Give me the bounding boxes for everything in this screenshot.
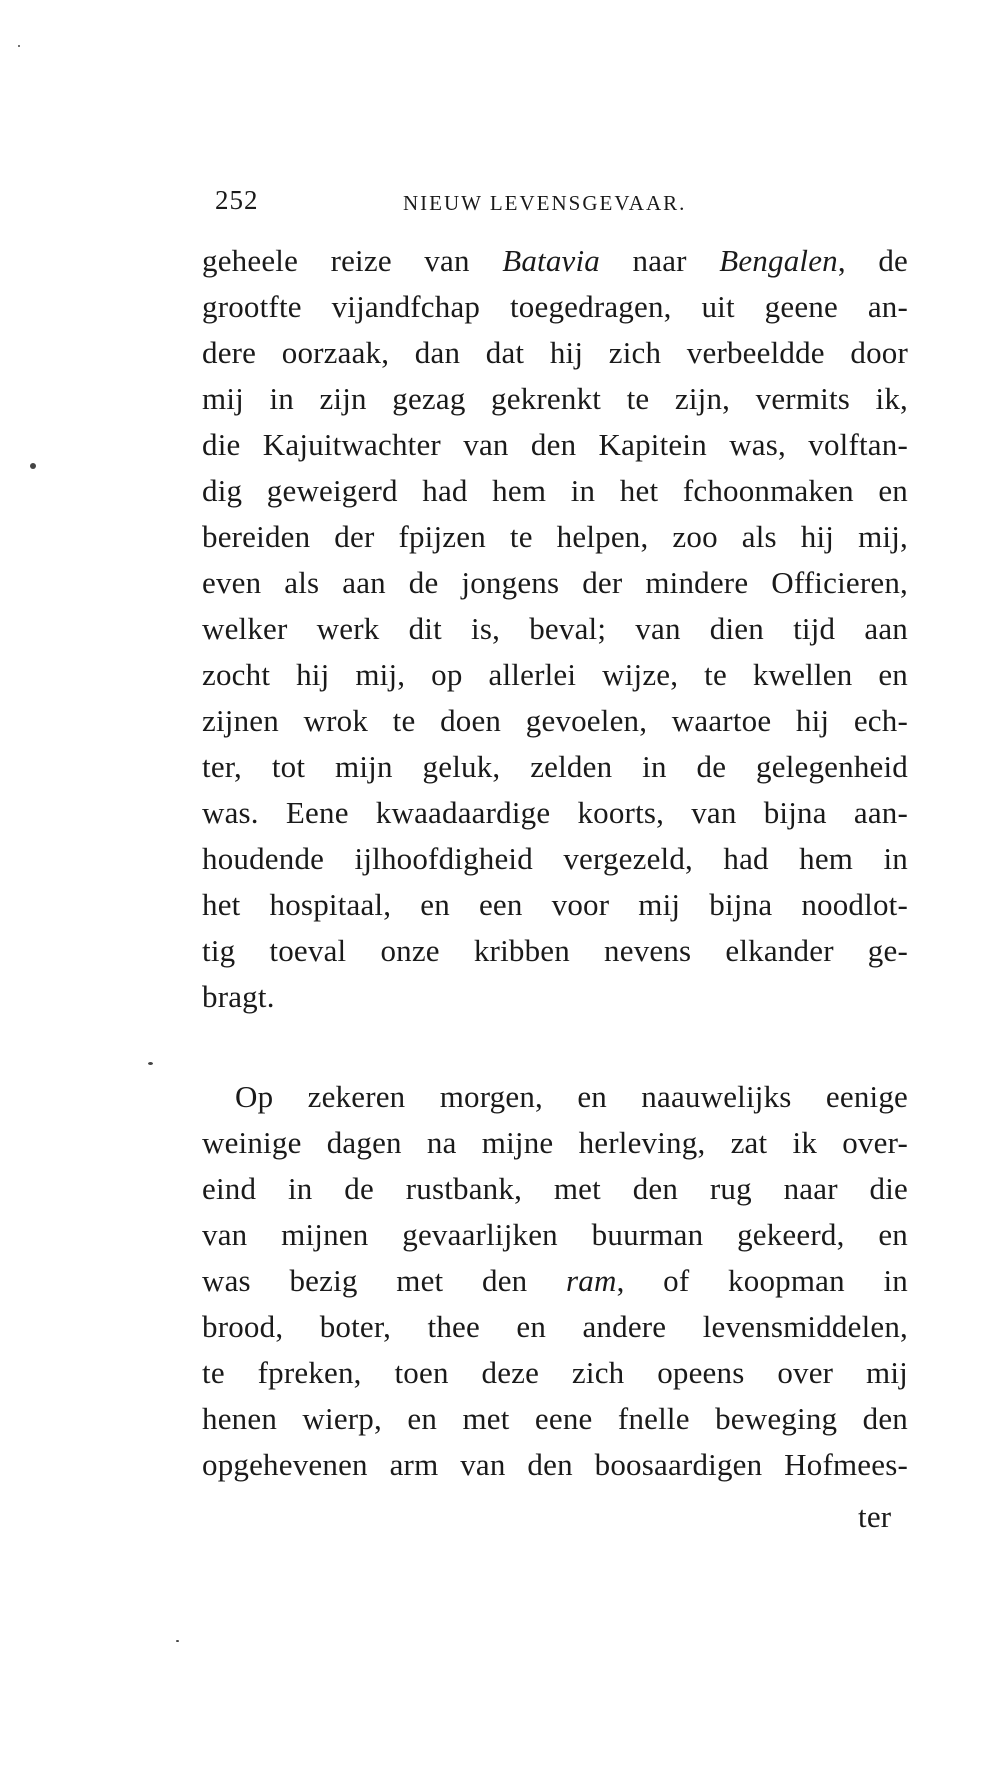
text-line: geheele reize van Batavia naar Bengalen, de bbox=[202, 243, 909, 278]
page-number: 252 bbox=[215, 185, 259, 215]
text-line: van mijnen gevaarlijken buurman gekeerd, en bbox=[202, 1217, 908, 1252]
text-line: grootfte vijandfchap toegedragen, uit geene an- bbox=[202, 289, 908, 324]
text-line: tig toeval onze kribben nevens elkander ge- bbox=[202, 933, 908, 968]
page-header bbox=[205, 185, 725, 225]
place-name: Batavia bbox=[502, 243, 601, 278]
running-head: NIEUW LEVENSGEVAAR. bbox=[403, 191, 687, 215]
text-line: houdende ijlhoofdigheid vergezeld, had hem in bbox=[202, 841, 908, 876]
text-line: het hospitaal, en een voor mij bijna noodlot- bbox=[202, 887, 908, 922]
scan-speck bbox=[30, 463, 36, 469]
text-line: Op zekeren morgen, en naauwelijks eenige bbox=[235, 1079, 908, 1114]
text-line: mij in zijn gezag gekrenkt te zijn, vermits ik, bbox=[202, 381, 908, 416]
catchword: ter bbox=[858, 1499, 892, 1534]
text-line: dere oorzaak, dan dat hij zich verbeeldde door bbox=[202, 335, 908, 370]
text-line: bragt. bbox=[202, 979, 275, 1014]
text-line: opgehevenen arm van den boosaardigen Hofmees- bbox=[202, 1447, 908, 1482]
text-line: welker werk dit is, beval; van dien tijd aan bbox=[202, 611, 908, 646]
scan-speck bbox=[176, 1640, 179, 1642]
text-line: weinige dagen na mijne herleving, zat ik over- bbox=[202, 1125, 908, 1160]
italic-term: ram bbox=[566, 1263, 617, 1298]
text-line: ter, tot mijn geluk, zelden in de gelegenheid bbox=[202, 749, 908, 784]
text-line: zijnen wrok te doen gevoelen, waartoe hij ech- bbox=[202, 703, 908, 738]
text-line: was. Eene kwaadaardige koorts, van bijna aan- bbox=[202, 795, 908, 830]
text-line: eind in de rustbank, met den rug naar die bbox=[202, 1171, 908, 1206]
text-line: brood, boter, thee en andere levensmiddelen, bbox=[202, 1309, 908, 1344]
text-line: die Kajuitwachter van den Kapitein was, volftan- bbox=[202, 427, 908, 462]
text-line: bereiden der fpijzen te helpen, zoo als hij mij, bbox=[202, 519, 908, 554]
text-line: zocht hij mij, op allerlei wijze, te kwellen en bbox=[202, 657, 908, 692]
text-line: dig geweigerd had hem in het fchoonmaken en bbox=[202, 473, 908, 508]
text-line: was bezig met den ram, of koopman in bbox=[202, 1263, 909, 1298]
text-line: te fpreken, toen deze zich opeens over mij bbox=[202, 1355, 908, 1390]
scan-speck bbox=[18, 45, 20, 47]
scan-speck bbox=[148, 1062, 153, 1065]
text-line: even als aan de jongens der mindere Officieren, bbox=[202, 565, 908, 600]
text-line: henen wierp, en met eene fnelle beweging den bbox=[202, 1401, 908, 1436]
place-name: Bengalen bbox=[719, 243, 838, 278]
